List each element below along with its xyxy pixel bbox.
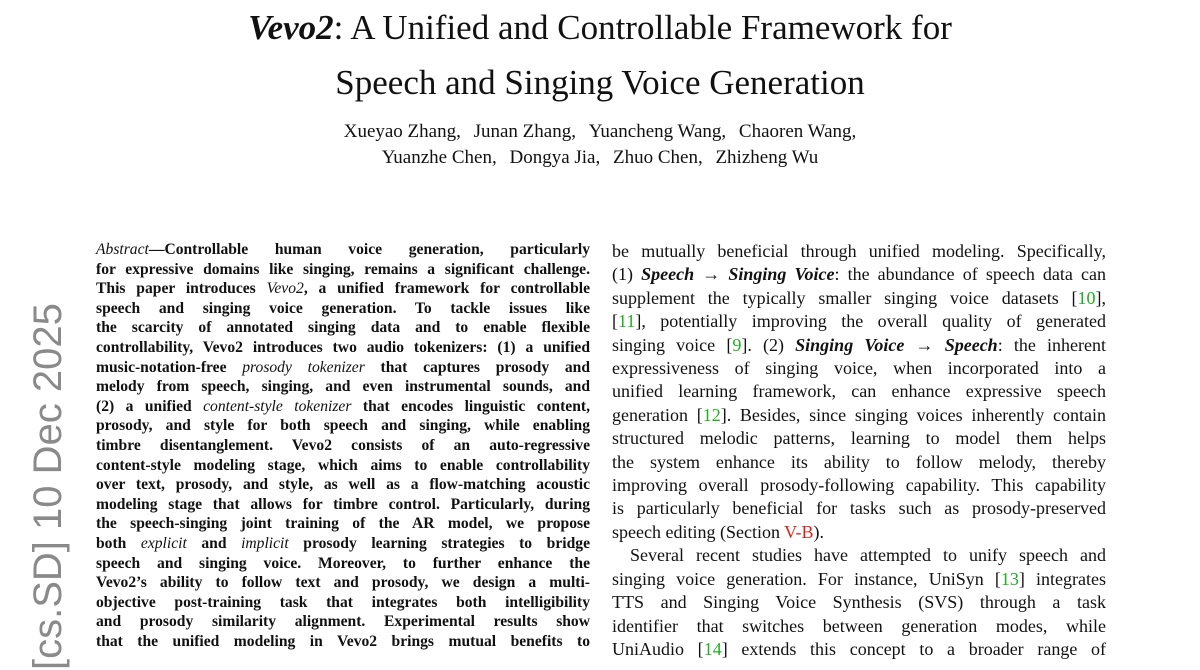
author-list-line-1 (0, 119, 1200, 145)
arxiv-side-stamp: [cs.SD] 10 Dec 2025 (26, 303, 70, 670)
body-line: supplement the typically smaller singing voice datasets [10], (612, 287, 1106, 308)
abstract-line: speech and singing voice. Moreover, to further enhance the (96, 554, 590, 572)
author: Zhizheng Wu (715, 147, 819, 168)
title-rest: : A Unified and Controllable Framework for (333, 8, 952, 47)
abstract-line: over text, prosody, and style, as well as a flow-matching acoustic (96, 476, 590, 494)
abstract-line: Abstract—Controllable human voice generation, particularly (96, 241, 590, 258)
abstract-column (96, 240, 590, 651)
body-line: is particularly beneficial for tasks such as prosody-preserved (612, 498, 1106, 519)
abstract-line: melody from speech, singing, and even instrumental sounds, and (96, 378, 590, 396)
author: Dongya Jia, (509, 147, 601, 168)
citation-link[interactable]: 12 (702, 404, 721, 425)
body-line: Several recent studies have attempted to unify speech and (630, 545, 1106, 566)
body-line: be mutually beneficial through unified modeling. Specifically, (612, 241, 1106, 261)
abstract-line: speech and singing voice generation. To tackle issues like (96, 299, 590, 317)
body-line: unified learning framework, can enhance expressive speech (612, 381, 1106, 402)
term-speech: Speech (641, 264, 695, 285)
abstract-line: the speech-singing joint training of the AR model, we propose (96, 515, 590, 533)
citation-link[interactable]: 14 (703, 638, 722, 659)
body-line: singing voice [9]. (2) Singing Voice → Speech: the inherent (612, 334, 1107, 355)
abstract-line: content-style modeling stage, which aims to enable controllability (96, 456, 590, 474)
abstract-line: controllability, Vevo2 introduces two audio tokenizers: (1) a unified (96, 338, 590, 356)
abstract-line: modeling stage that allows for timbre control. Particularly, during (96, 495, 590, 513)
citation-link[interactable]: 10 (1077, 287, 1096, 308)
body-text-column (612, 240, 1106, 661)
author: Chaoren Wang, (738, 121, 857, 142)
body-line: singing voice generation. For instance, UniSyn [13] integrates (612, 568, 1106, 589)
citation-link[interactable]: 9 (732, 334, 742, 355)
body-line: speech editing (Section V-B). (612, 521, 824, 542)
abstract-line: that the unified modeling in Vevo2 brings mutual benefits to (96, 632, 590, 650)
term-singing-voice: Singing Voice (795, 334, 905, 355)
abstract-line: (2) a unified content-style tokenizer that encodes linguistic content, (96, 397, 590, 415)
body-line: generation [12]. Besides, since singing voices inherently contain (612, 404, 1107, 425)
term-singing-voice: Singing Voice (728, 264, 835, 285)
abstract-line: music-notation-free prosody tokenizer that captures prosody and (96, 358, 591, 376)
body-line: UniAudio [14] extends this concept to a broader range of (612, 638, 1106, 659)
author-list-line-2 (0, 145, 1200, 171)
abstract-line: for expressive domains like singing, remains a significant challenge. (96, 260, 590, 278)
author: Xueyao Zhang, (343, 121, 461, 142)
title-model-name: Vevo2 (248, 8, 334, 47)
section-link[interactable]: V-B (784, 521, 814, 542)
body-line: structured melodic patterns, learning to model them helps (612, 428, 1106, 449)
body-line: identifier that switches between generation modes, while (612, 615, 1106, 636)
abstract-line: Vevo2’s ability to follow text and prosody, we design a multi- (96, 574, 590, 592)
body-line: (1) Speech → Singing Voice: the abundance of speech data can (612, 264, 1106, 285)
abstract-line: and prosody similarity alignment. Experimental results show (96, 613, 590, 631)
body-line: the system enhance its ability to follow melody, thereby (612, 451, 1106, 472)
author: Junan Zhang, (473, 121, 576, 142)
citation-link[interactable]: 11 (618, 311, 636, 332)
author: Yuancheng Wang, (588, 121, 727, 142)
body-line: [11], potentially improving the overall quality of generated (612, 311, 1106, 332)
abstract-line: the scarcity of annotated singing data and to enable flexible (96, 319, 590, 337)
abstract-label: Abstract (96, 241, 149, 258)
paper-title-line-1 (0, 0, 1200, 55)
abstract-line: This paper introduces Vevo2, a unified framework for controllable (96, 280, 590, 298)
citation-link[interactable]: 13 (1000, 568, 1019, 589)
paper-title-line-2: Speech and Singing Voice Generation (335, 63, 865, 102)
author: Yuanzhe Chen, (381, 147, 497, 168)
author: Zhuo Chen, (612, 147, 703, 168)
abstract-line: both explicit and implicit prosody learning strategies to bridge (96, 534, 590, 552)
abstract-line: prosody, and style for both speech and singing, while enabling (96, 417, 590, 435)
body-line: expressiveness of singing voice, when incorporated into a (612, 358, 1106, 379)
abstract-line: objective post-training task that integrates both intelligibility (96, 593, 590, 611)
body-line: improving overall prosody-following capability. This capability (612, 475, 1106, 496)
term-speech: Speech (944, 334, 998, 355)
abstract-line: timbre disentanglement. Vevo2 consists of an auto-regressive (96, 436, 590, 454)
body-line: TTS and Singing Voice Synthesis (SVS) through a task (612, 592, 1106, 613)
